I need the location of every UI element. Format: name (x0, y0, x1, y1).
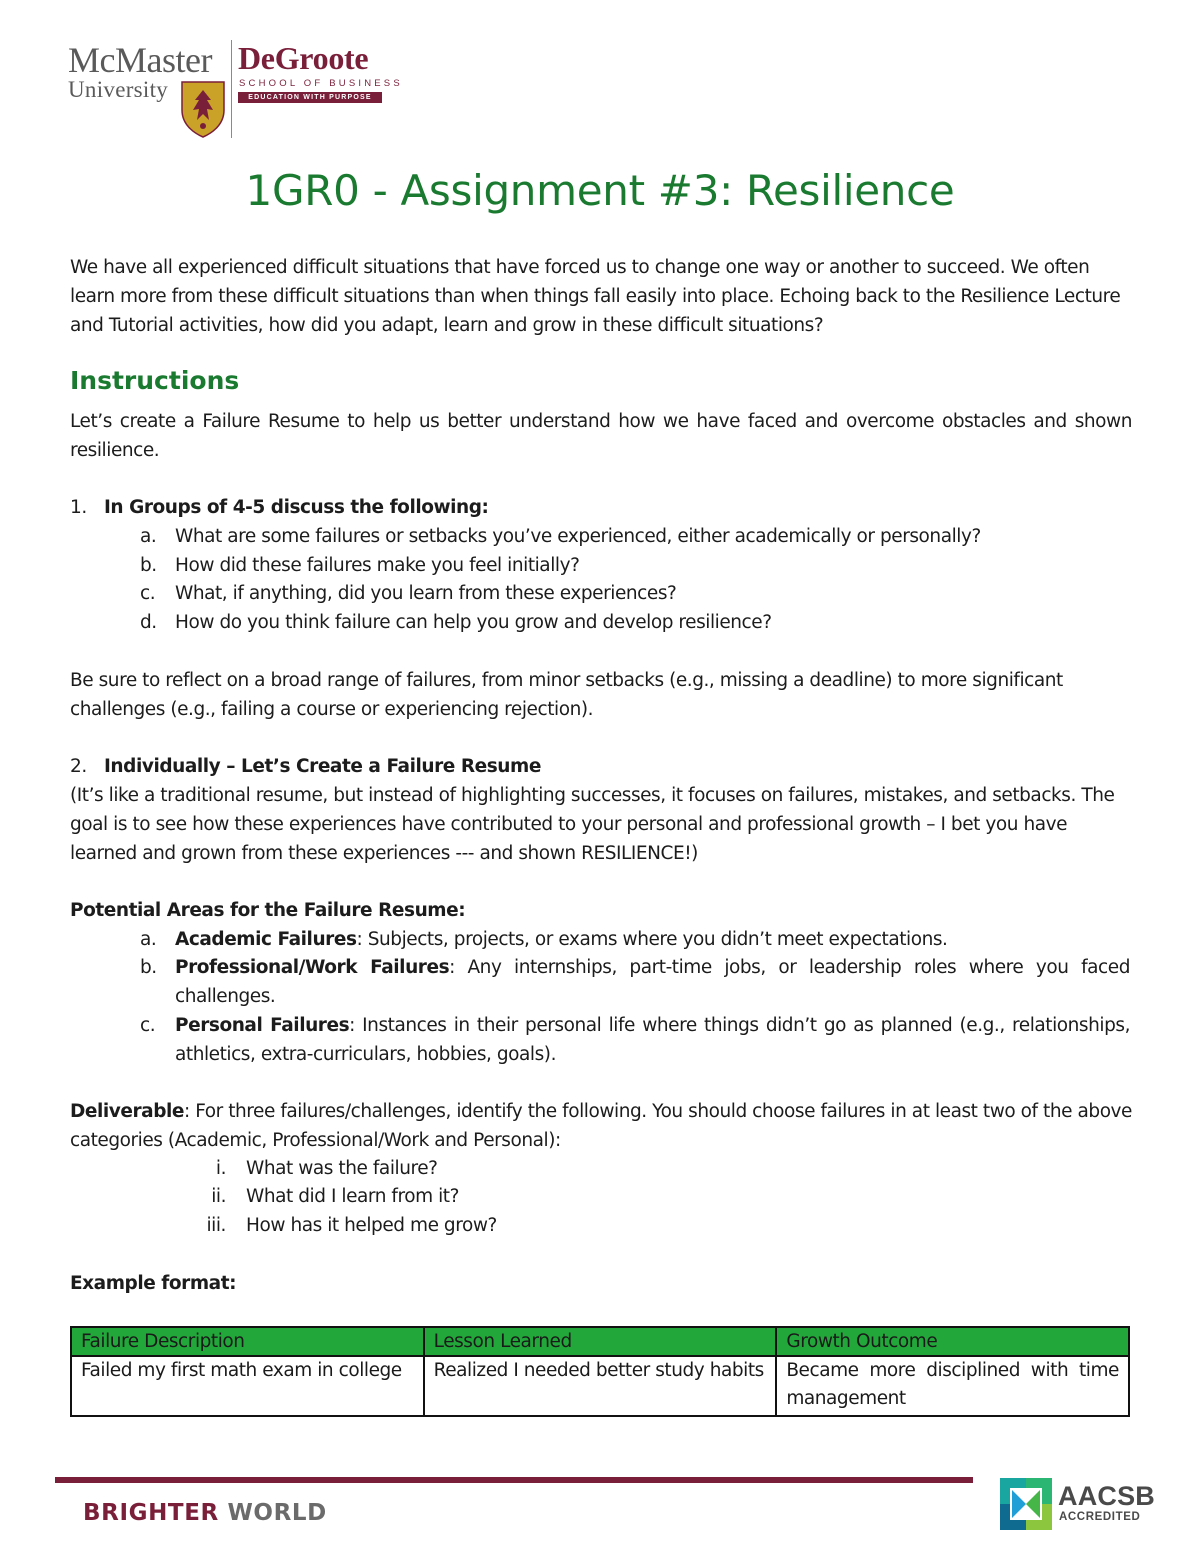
section-1-title: In Groups of 4-5 discuss the following: (104, 497, 489, 518)
cell-growth-outcome: Became more disciplined with time management (776, 1356, 1129, 1416)
example-format-label: Example format: (70, 1273, 237, 1294)
area-description: : Any internships, part-time jobs, or leadership roles where you faced challenges. (175, 957, 1131, 1007)
area-label: Professional/Work Failures (175, 957, 450, 978)
section-2-description: (It’s like a traditional resume, but instead of highlighting successes, it focuses on failures, mistakes, and setbacks. The goal is to see how these experiences have contributed to your personal and professional growth – I bet you have learned and grown from these experiences --- and shown RESILIENCE!) (70, 785, 1115, 864)
deliverable-question: How has it helped me grow? (246, 1215, 497, 1236)
discussion-text: What are some failures or setbacks you’ve experienced, either academically or personally? (175, 526, 981, 547)
area-label: Personal Failures (175, 1015, 350, 1036)
deliverable-marker: iii. (206, 1215, 226, 1236)
footer-rule (55, 1477, 973, 1483)
area-marker: a. (140, 929, 157, 950)
mcmaster-crest-icon (180, 80, 226, 138)
degroote-school-label: SCHOOL OF BUSINESS (239, 78, 403, 89)
intro-paragraph: We have all experienced difficult situations that have forced us to change one way or another to succeed. We often learn more from these difficult situations than when things fall easily into place. Echoing back to the Resilience Lecture and Tutorial activities, how did you adapt, learn and grow in these difficult situations? (70, 257, 1121, 336)
section-2-title: Individually – Let’s Create a Failure Resume (104, 756, 541, 777)
aacsb-name: AACSB (1058, 1481, 1156, 1511)
discussion-text: How do you think failure can help you grow and develop resilience? (175, 612, 772, 633)
area-marker: c. (140, 1015, 156, 1036)
deliverable-question: What did I learn from it? (246, 1186, 459, 1207)
mcmaster-degroote-logo (68, 40, 403, 140)
area-text (175, 1011, 1130, 1069)
table-header-row (71, 1327, 1129, 1356)
area-marker: b. (140, 957, 157, 978)
deliverable-paragraph (70, 1097, 1132, 1155)
header-failure-description: Failure Description (71, 1327, 424, 1356)
area-text (175, 925, 1130, 954)
potential-areas-heading: Potential Areas for the Failure Resume: (70, 900, 466, 921)
area-description: : Instances in their personal life where things didn’t go as planned (e.g., relationships, athletics, extra-curriculars, hobbies, goals). (175, 1015, 1130, 1065)
slogan-brighter: BRIGHTER (83, 1500, 219, 1526)
discussion-marker: d. (140, 612, 157, 633)
logo-divider (231, 40, 232, 138)
header-lesson-learned: Lesson Learned (424, 1327, 777, 1356)
area-description: : Subjects, projects, or exams where you didn’t meet expectations. (356, 929, 948, 950)
discussion-text: What, if anything, did you learn from these experiences? (175, 583, 677, 604)
instructions-heading: Instructions (70, 366, 240, 395)
header-growth-outcome: Growth Outcome (776, 1327, 1129, 1356)
section-2-number: 2. (70, 756, 87, 777)
deliverable-text: : For three failures/challenges, identify the following. You should choose failures in at least two of the above categories (Academic, Professional/Work and Personal): (70, 1101, 1132, 1151)
aacsb-mark-icon (1000, 1478, 1052, 1530)
reflection-note: Be sure to reflect on a broad range of failures, from minor setbacks (e.g., missing a deadline) to more significant challenges (e.g., failing a course or experiencing rejection). (70, 670, 1063, 720)
area-text (175, 953, 1130, 1011)
discussion-marker: a. (140, 526, 157, 547)
deliverable-question: What was the failure? (246, 1158, 438, 1179)
mcmaster-wordmark: McMaster (68, 40, 212, 80)
assignment-title: 1GR0 - Assignment #3: Resilience (245, 166, 955, 215)
aacsb-accredited-label: ACCREDITED (1059, 1511, 1141, 1523)
discussion-text: How did these failures make you feel initially? (175, 555, 580, 576)
example-table (70, 1326, 1130, 1417)
discussion-marker: c. (140, 583, 156, 604)
degroote-wordmark: DeGroote (238, 40, 369, 76)
area-label: Academic Failures (175, 929, 357, 950)
instructions-paragraph: Let’s create a Failure Resume to help us better understand how we have faced and overcome obstacles and shown resilience. (70, 411, 1132, 461)
degroote-tagline-bar: EDUCATION WITH PURPOSE (238, 92, 382, 103)
section-1-number: 1. (70, 497, 87, 518)
deliverable-marker: i. (215, 1158, 226, 1179)
cell-lesson-learned: Realized I needed better study habits (424, 1356, 777, 1416)
cell-failure-description: Failed my first math exam in college (71, 1356, 424, 1416)
deliverable-label: Deliverable (70, 1101, 184, 1122)
discussion-marker: b. (140, 555, 157, 576)
university-wordmark: University (68, 77, 169, 102)
table-row (71, 1356, 1129, 1416)
slogan-world: WORLD (227, 1500, 327, 1526)
deliverable-marker: ii. (211, 1186, 226, 1207)
aacsb-accredited-logo (1000, 1478, 1156, 1534)
brighter-world-slogan (83, 1500, 327, 1526)
